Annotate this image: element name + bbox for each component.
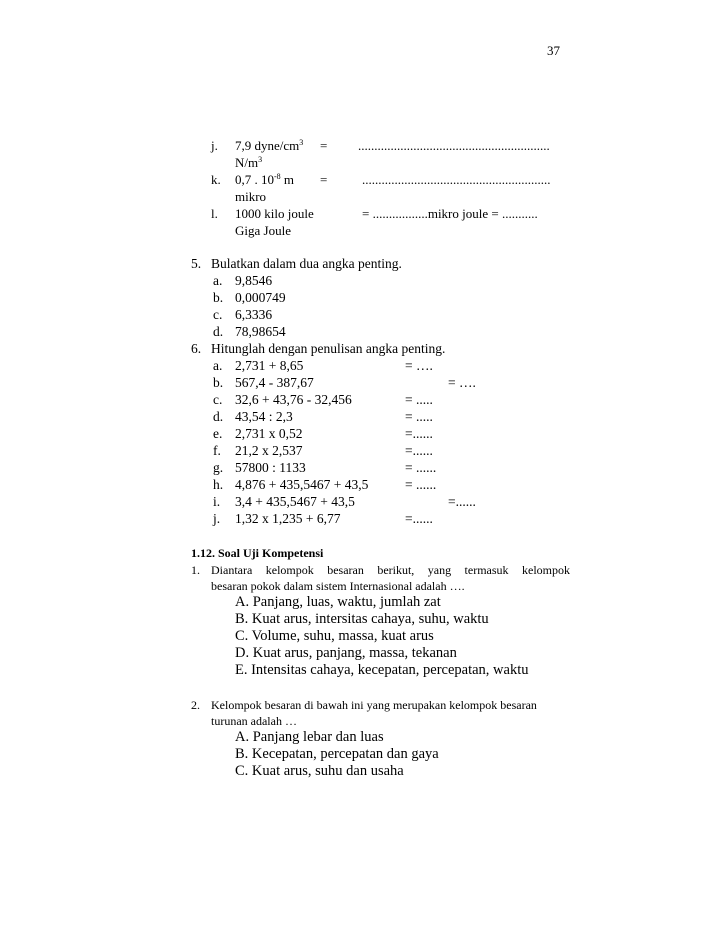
equals-sign: =	[320, 138, 328, 153]
answer-option: E. Intensitas cahaya, kecepatan, percepatan, waktu	[235, 662, 529, 678]
answer-option: D. Kuat arus, panjang, massa, tekanan	[235, 645, 457, 661]
item-letter: c.	[213, 307, 223, 322]
calc-answer: = ......	[405, 477, 437, 492]
item-letter: i.	[213, 494, 221, 509]
calc-answer: = ….	[405, 358, 433, 373]
item-letter: b.	[213, 290, 224, 305]
section-title: 1.12. Soal Uji Kompetensi	[191, 546, 324, 560]
conversion-unit: mikro	[235, 189, 267, 204]
item-letter: a.	[213, 358, 223, 373]
question-text: Diantara kelompok besaran berikut, yang termasuk kelompok	[211, 563, 570, 577]
question-text: turunan adalah …	[211, 714, 297, 728]
calc-expression: 2,731 x 0,52	[235, 426, 303, 441]
calc-answer: = .....	[405, 409, 433, 424]
calc-expression: 1,32 x 1,235 + 6,77	[235, 511, 341, 526]
calc-expression: 21,2 x 2,537	[235, 443, 303, 458]
page-number: 37	[547, 43, 560, 58]
question-text: besaran pokok dalam sistem Internasional adalah ….	[211, 579, 465, 593]
question-number: 1.	[191, 563, 200, 577]
calc-expression: 43,54 : 2,3	[235, 409, 293, 424]
calc-expression: 3,4 + 435,5467 + 43,5	[235, 494, 355, 509]
calc-answer: =......	[405, 443, 433, 458]
item-letter: l.	[211, 206, 218, 221]
question-text: Bulatkan dalam dua angka penting.	[211, 256, 402, 271]
equals-sign: =	[320, 172, 328, 187]
item-letter: a.	[213, 273, 223, 288]
item-letter: b.	[213, 375, 224, 390]
list-item: 0,000749	[235, 290, 286, 305]
item-letter: h.	[213, 477, 224, 492]
calc-expression: 4,876 + 435,5467 + 43,5	[235, 477, 369, 492]
calc-expression: 567,4 - 387,67	[235, 375, 314, 390]
question-text: Kelompok besaran di bawah ini yang merupakan kelompok besaran	[211, 698, 537, 712]
calc-answer: =......	[405, 511, 433, 526]
conversion-unit: Giga Joule	[235, 223, 291, 238]
calc-answer: = ….	[448, 375, 476, 390]
item-letter: g.	[213, 460, 224, 475]
item-letter: j.	[211, 138, 218, 153]
conversion-rest: = .................mikro joule = ...........	[362, 206, 538, 221]
conversion-unit: $N/m^3$	[235, 155, 263, 170]
item-letter: c.	[213, 392, 223, 407]
list-item: 9,8546	[235, 273, 273, 288]
item-letter: e.	[213, 426, 223, 441]
answer-option: A. Panjang lebar dan luas	[235, 729, 384, 745]
conversion-quantity: 7,9 dyne/$cm^3$	[235, 138, 304, 153]
item-letter: f.	[213, 443, 221, 458]
question-number: 5.	[191, 256, 202, 271]
question-text: Hitunglah dengan penulisan angka penting.	[211, 341, 446, 356]
item-letter: k.	[211, 172, 221, 187]
answer-option: B. Kuat arus, intersitas cahaya, suhu, waktu	[235, 611, 489, 627]
answer-option: C. Kuat arus, suhu dan usaha	[235, 763, 404, 779]
conversion-quantity: 0,7 . $10^{-8}$ m	[235, 172, 295, 187]
answer-dots: ..........................................................	[362, 172, 551, 187]
calc-answer: = .....	[405, 392, 433, 407]
conversion-quantity: 1000 kilo joule	[235, 206, 314, 221]
item-letter: d.	[213, 409, 224, 424]
calc-expression: 2,731 + 8,65	[235, 358, 304, 373]
answer-option: C. Volume, suhu, massa, kuat arus	[235, 628, 434, 644]
question-number: 2.	[191, 698, 200, 712]
item-letter: j.	[213, 511, 221, 526]
item-letter: d.	[213, 324, 224, 339]
list-item: 6,3336	[235, 307, 273, 322]
answer-option: B. Kecepatan, percepatan dan gaya	[235, 746, 439, 762]
calc-answer: =......	[448, 494, 476, 509]
answer-option: A. Panjang, luas, waktu, jumlah zat	[235, 594, 441, 610]
question-number: 6.	[191, 341, 202, 356]
calc-answer: = ......	[405, 460, 437, 475]
calc-expression: 57800 : 1133	[235, 460, 306, 475]
calc-expression: 32,6 + 43,76 - 32,456	[235, 392, 352, 407]
calc-answer: =......	[405, 426, 433, 441]
answer-dots: ...........................................................	[358, 138, 550, 153]
list-item: 78,98654	[235, 324, 286, 339]
